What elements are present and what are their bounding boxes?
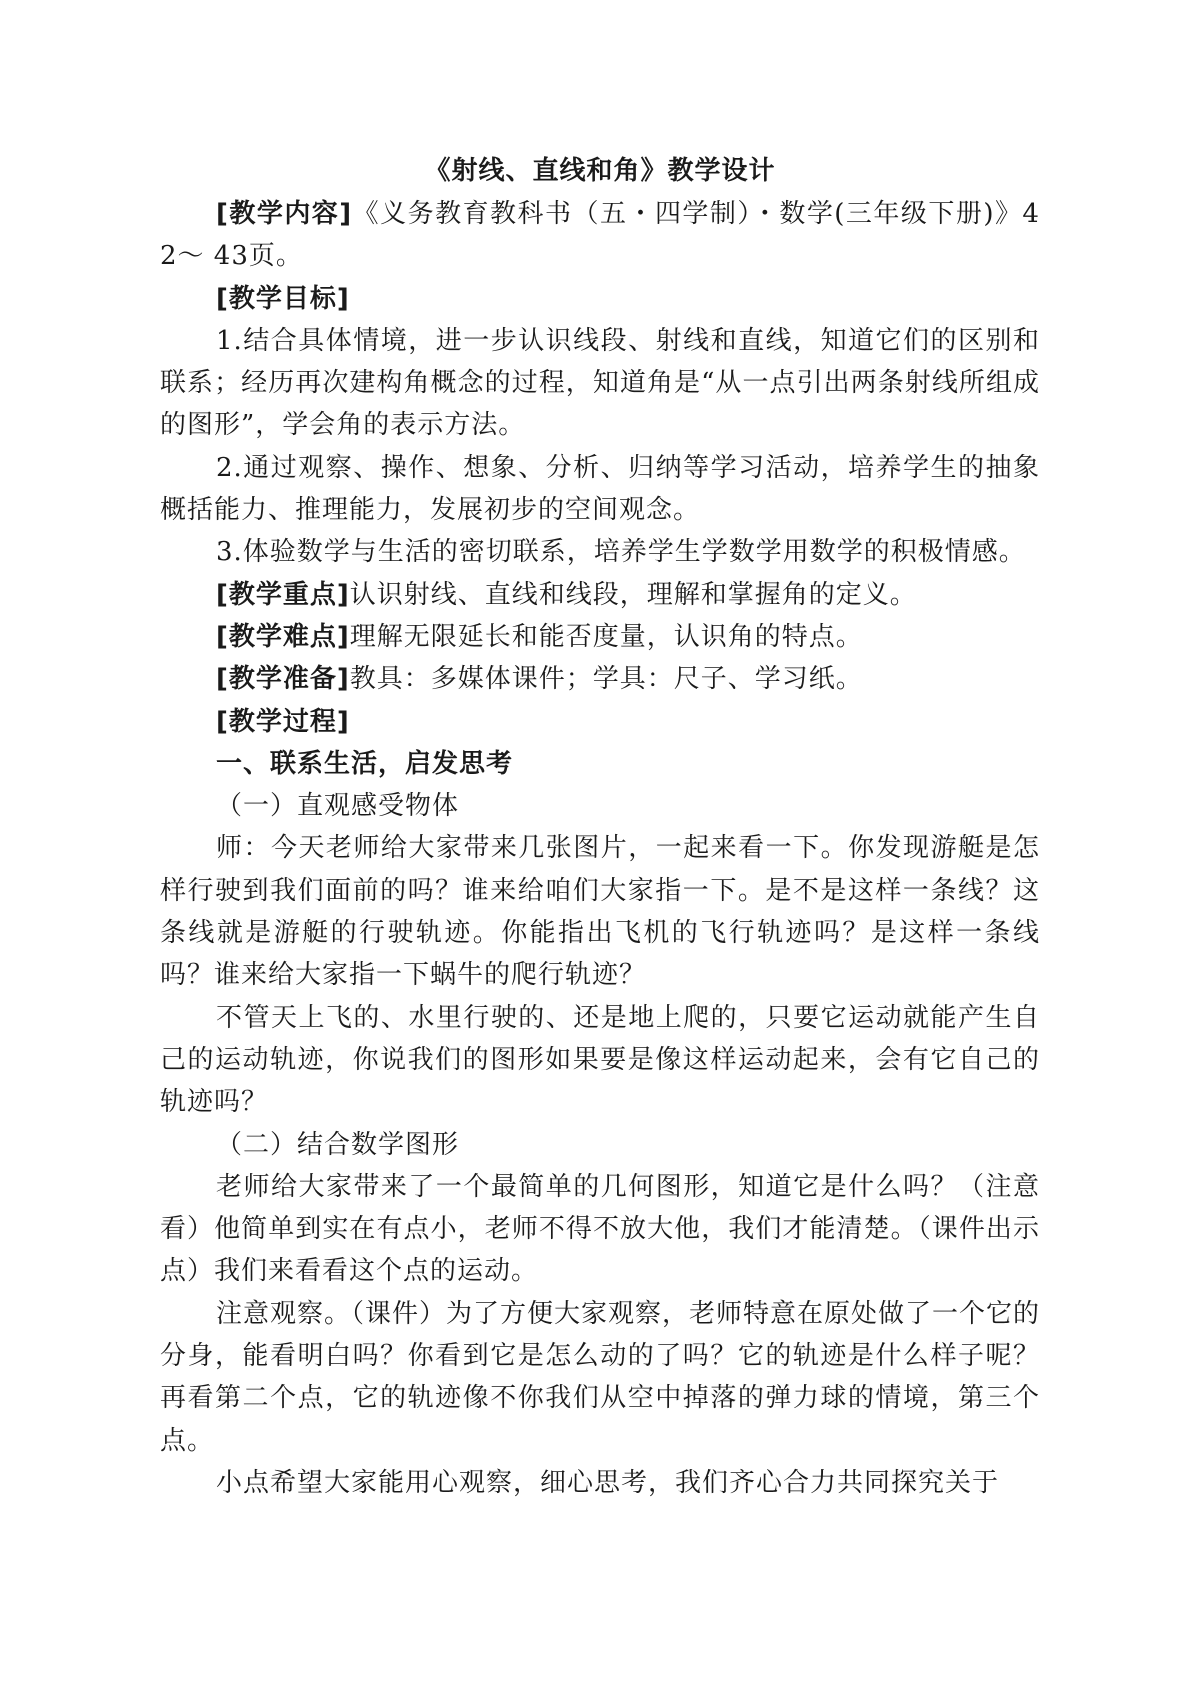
teaching-content-label: [教学内容] (216, 199, 353, 229)
teaching-difficulty-paragraph (160, 616, 1040, 658)
teaching-goals-label: [教学目标] (216, 283, 350, 314)
teaching-key-paragraph (160, 574, 1040, 616)
paragraph-3: 老师给大家带来了一个最简单的几何图形，知道它是什么吗？（注意看）他简单到实在有点小，老师不得不放大他，我们才能清楚。（课件出示点）我们来看看这个点的运动。 (160, 1171, 1040, 1287)
section-1-heading: 一、联系生活，启发思考 (216, 748, 514, 779)
document-title: 《射线、直线和角》教学设计 (424, 156, 776, 186)
teaching-goals-heading (160, 278, 1040, 320)
goal-3: 3.体验数学与生活的密切联系，培养学生学数学用数学的积极情感。 (216, 537, 1026, 568)
subsection-1-heading: （一）直观感受物体 (216, 791, 460, 822)
teaching-content-paragraph (160, 193, 1040, 278)
document-body (160, 193, 1040, 1504)
paragraph-1: 师：今天老师给大家带来几张图片，一起来看一下。你发现游艇是怎样行驶到我们面前的吗？谁来给咱们大家指一下。是不是这样一条线？这条线就是游艇的行驶轨迹。你能指出飞机的飞行轨迹吗？是这样一条线吗？谁来给大家指一下蜗牛的爬行轨迹？ (160, 833, 1040, 991)
teaching-prep-text: 教具：多媒体课件；学具：尺子、学习纸。 (349, 664, 863, 695)
goal-1: 1.结合具体情境，进一步认识线段、射线和直线，知道它们的区别和联系；经历再次建构角概念的过程，知道角是“从一点引出两条射线所组成的图形”，学会角的表示方法。 (160, 325, 1040, 441)
paragraph-5: 小点希望大家能用心观察，细心思考，我们齐心合力共同探究关于 (216, 1467, 1000, 1498)
teaching-process-label: [教学过程] (216, 706, 350, 737)
goal-2: 2.通过观察、操作、想象、分析、归纳等学习活动，培养学生的抽象概括能力、推理能力，发展初步的空间观念。 (160, 452, 1040, 526)
teaching-key-label: [教学重点] (216, 579, 350, 610)
teaching-prep-paragraph (160, 658, 1040, 700)
teaching-key-text: 认识射线、直线和线段，理解和掌握角的定义。 (349, 579, 917, 610)
teaching-difficulty-text: 理解无限延长和能否度量，认识角的特点。 (349, 621, 863, 652)
subsection-2-heading: （二）结合数学图形 (216, 1129, 460, 1160)
teaching-process-heading (160, 701, 1040, 743)
teaching-content-text: 《义务教育教科书（五・四学制）・数学(三年级下册)》42～ 43页。 (160, 199, 1040, 272)
teaching-prep-label: [教学准备] (216, 664, 350, 695)
teaching-difficulty-label: [教学难点] (216, 621, 350, 652)
paragraph-2: 不管天上飞的、水里行驶的、还是地上爬的，只要它运动就能产生自己的运动轨迹，你说我们的图形如果要是像这样运动起来，会有它自己的轨迹吗？ (160, 1002, 1040, 1118)
paragraph-4: 注意观察。（课件）为了方便大家观察，老师特意在原处做了一个它的分身，能看明白吗？你看到它是怎么动的了吗？它的轨迹是什么样子呢？再看第二个点，它的轨迹像不你我们从空中掉落的弹力球的情境，第三个点。 (160, 1298, 1041, 1456)
